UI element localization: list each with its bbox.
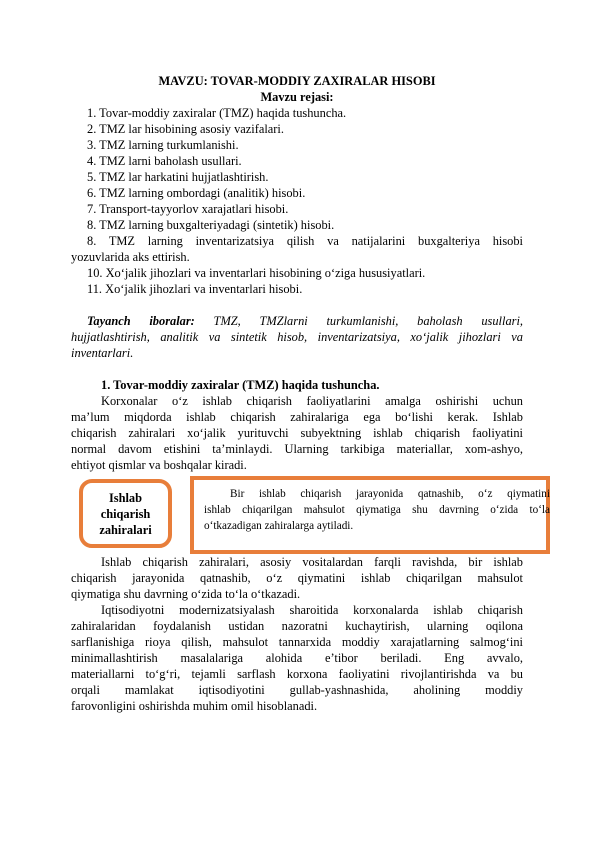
- para-2-line-3: qiymatiga shu davrning o‘zida to‘la o‘tkazadi.: [71, 587, 301, 601]
- term-line-2: chiqarish: [100, 506, 151, 521]
- term-line-1: Ishlab: [108, 490, 143, 505]
- keywords-line-3: inventarlari.: [71, 346, 134, 360]
- plan-item-11: 11. Xo‘jalik jihozlari va inventarlari hisobi.: [87, 282, 303, 296]
- plan-heading: Mavzu rejasi:: [260, 90, 334, 104]
- para-3-line-4: minimallashtirish masalalariga alohida e’tibor beriladi. Eng avvalo,: [71, 651, 523, 665]
- definition-line-1: Bir ishlab chiqarish jarayonida qatnashib, o‘z qiymatini: [230, 488, 550, 500]
- plan-item-4: 4. TMZ larni baholash usullari.: [87, 154, 242, 168]
- para-2-line-1: Ishlab chiqarish zahiralari, asosiy vositalardan farqli ravishda, bir ishlab: [101, 555, 523, 569]
- plan-item-1: 1. Tovar-moddiy zaxiralar (TMZ) haqida tushuncha.: [87, 106, 347, 120]
- term-line-3: zahiralari: [99, 522, 152, 537]
- para-3-line-7: farovonligini oshirishda muhim omil hisoblanadi.: [71, 699, 318, 713]
- plan-item-8: 8. TMZ larning buxgalteriyadagi (sintetik) hisobi.: [87, 218, 335, 232]
- plan-item-6: 6. TMZ larning ombordagi (analitik) hisobi.: [87, 186, 306, 200]
- definition-text-box: [190, 476, 550, 554]
- para-3-line-1: Iqtisodiyotni modernizatsiyalash sharoitida korxonalarda ishlab chiqarish: [101, 603, 523, 617]
- keywords-line-2: hujjatlashtirish, analitik va sintetik hisob, inventarizatsiya, xo‘jalik jihozlari va: [71, 330, 523, 344]
- plan-item-2: 2. TMZ lar hisobining asosiy vazifalari.: [87, 122, 284, 136]
- para-3-line-2: zahiralaridan foydalanish ustidan nazoratni kuchaytirish, ularning oqilona: [71, 619, 523, 633]
- para-3-line-5: materiallarni to‘g‘ri, tejamli sarflash korxona faoliyatini rivojlantirishda va bu: [71, 667, 523, 681]
- para-1-line-1: Korxonalar o‘z ishlab chiqarish faoliyatlarini amalga oshirishi uchun: [101, 394, 523, 408]
- document-title: MAVZU: TOVAR-MODDIY ZAXIRALAR HISOBI: [158, 74, 436, 88]
- section-1-heading: 1. Tovar-moddiy zaxiralar (TMZ) haqida tushuncha.: [101, 378, 380, 392]
- para-3-line-6: orqali mamlakat iqtisodiyotini gullab-yashnashida, aholining moddiy: [71, 683, 523, 697]
- plan-item-3: 3. TMZ larning turkumlanishi.: [87, 138, 239, 152]
- plan-item-9-line-2: yozuvlarida aks ettirish.: [71, 250, 190, 264]
- definition-line-2: ishlab chiqarilgan mahsulot qiymatiga shu davrning o‘zida to‘la: [204, 504, 550, 516]
- plan-item-7: 7. Transport-tayyorlov xarajatlari hisobi.: [87, 202, 289, 216]
- plan-item-9-line-1: 8. TMZ larning inventarizatsiya qilish va natijalarini buxgalteriya hisobi: [87, 234, 523, 248]
- para-1-line-5: ehtiyot qismlar va boshqalar kiradi.: [71, 458, 247, 472]
- para-1-line-2: ma’lum miqdorda ishlab chiqarish zahiralariga ega bo‘lishi kerak. Ishlab: [71, 410, 523, 424]
- para-2-line-2: chiqarish jarayonida qatnashib, o‘z qiymatini ishlab chiqarilgan mahsulot: [71, 571, 523, 585]
- plan-item-5: 5. TMZ lar harkatini hujjatlashtirish.: [87, 170, 269, 184]
- plan-item-10: 10. Xo‘jalik jihozlari va inventarlari hisobining o‘ziga hususiyatlari.: [87, 266, 426, 280]
- definition-line-3: o‘tkazadigan zahiralarga aytiladi.: [204, 520, 354, 532]
- para-3-line-3: sarflanishiga rioya qilish, mahsulot tannarxida moddiy xarajatlarning salmog‘ini: [71, 635, 523, 649]
- para-1-line-3: chiqarish zahiralari xo‘jalik yurituvchi subyektning ishlab chiqarish faoliyatini: [71, 426, 523, 440]
- keywords-line-1: Tayanch iboralar: TMZ, TMZlarni turkumlanishi, baholash usullari,: [87, 314, 523, 328]
- keywords-label: Tayanch iboralar:: [87, 314, 195, 328]
- definition-term-box: [79, 479, 172, 548]
- para-1-line-4: normal davom etishini ta’minlaydi. Ularning tarkibiga materiallar, xom-ashyo,: [71, 442, 523, 456]
